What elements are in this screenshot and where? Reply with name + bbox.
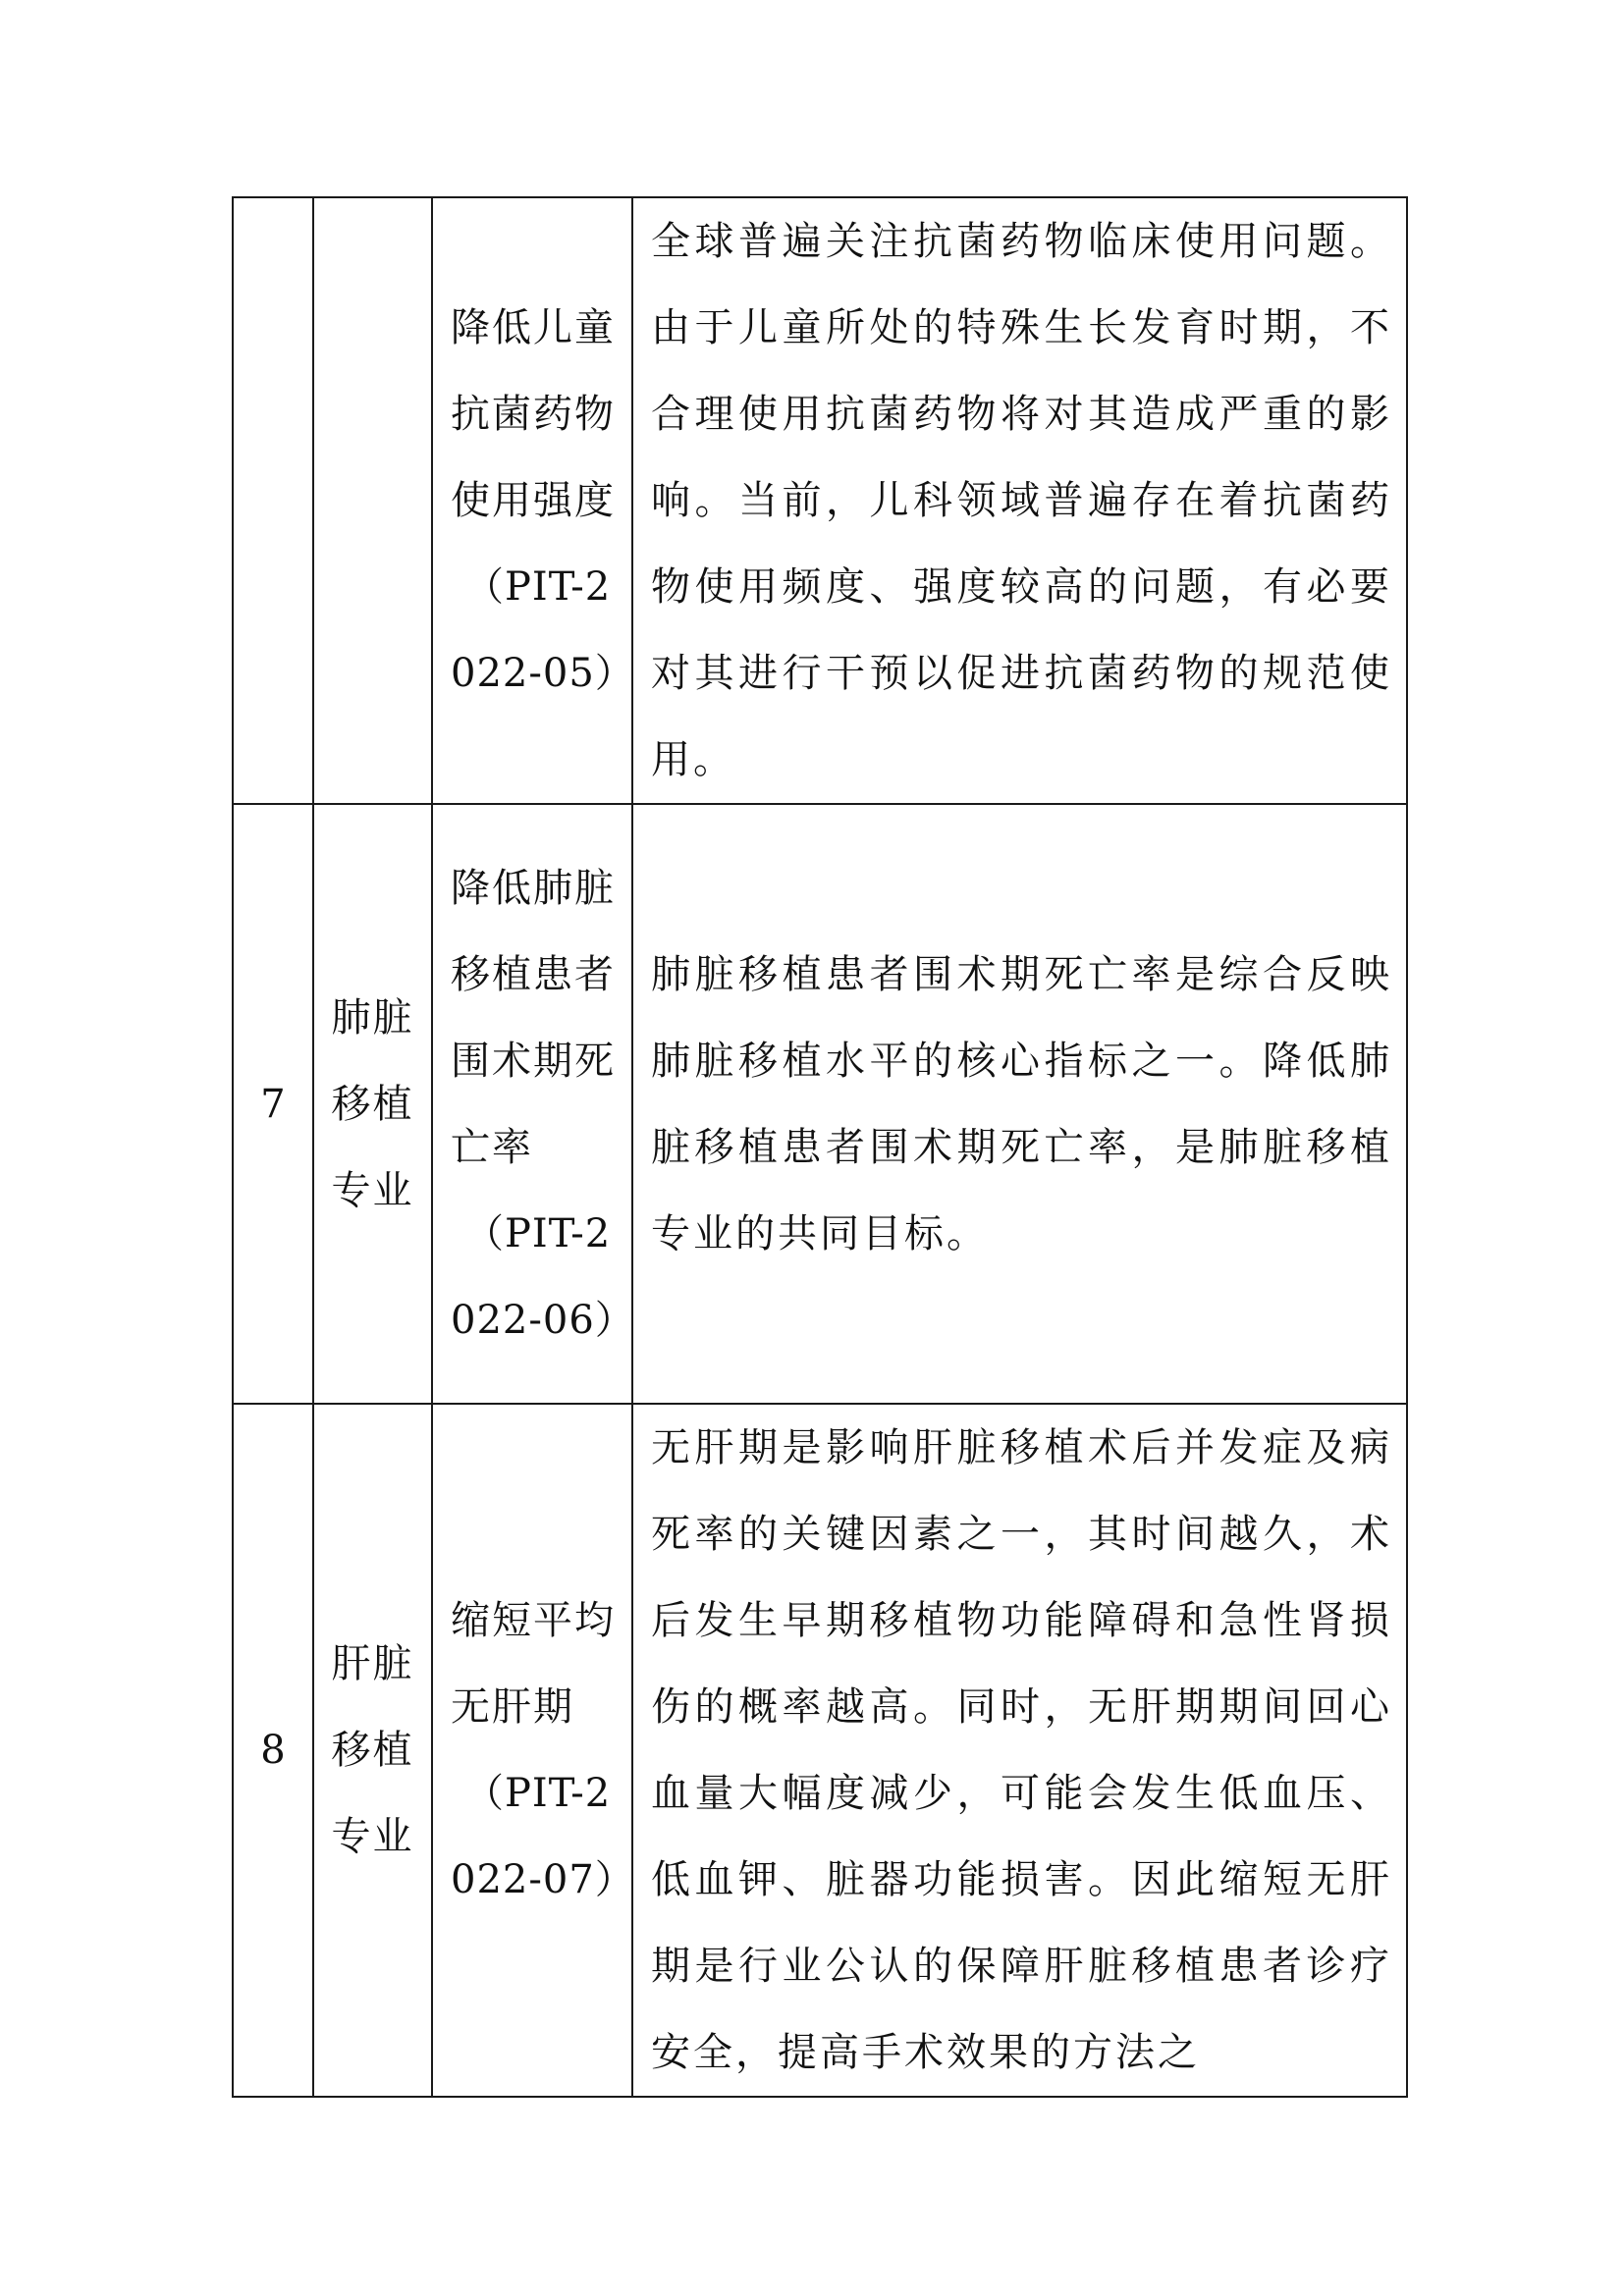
specialty-cell <box>313 1404 432 2097</box>
goal-cell <box>432 1404 635 2097</box>
goal-code: （PIT-2022-06） <box>451 1210 635 1343</box>
row-number <box>233 197 313 804</box>
targets-table <box>232 196 1408 2098</box>
goal-cell <box>432 804 635 1404</box>
goal-text: 缩短平均无肝期 <box>451 1598 616 1730</box>
table-row <box>233 804 1407 1404</box>
goal-text: 降低儿童抗菌药物使用强度 <box>451 305 616 523</box>
description-cell: 肺脏移植患者围术期死亡率是综合反映肺脏移植水平的核心指标之一。降低肺脏移植患者围术期死亡率，是肺脏移植专业的共同目标。 <box>632 804 1407 1404</box>
description-cell: 无肝期是影响肝脏移植术后并发症及病死率的关键因素之一，其时间越久，术后发生早期移植物功能障碍和急性肾损伤的概率越高。同时，无肝期期间回心血量大幅度减少，可能会发生低血压、低血钾、脏器功能损害。因此缩短无肝期是行业公认的保障肝脏移植患者诊疗安全，提高手术效果的方法之 <box>632 1404 1407 2097</box>
specialty-cell <box>313 804 432 1404</box>
goal-cell <box>432 197 635 804</box>
goal-code: （PIT-2022-05） <box>451 564 635 696</box>
description-cell: 全球普遍关注抗菌药物临床使用问题。由于儿童所处的特殊生长发育时期，不合理使用抗菌药物将对其造成严重的影响。当前，儿科领域普遍存在着抗菌药物使用频度、强度较高的问题，有必要对其进行干预以促进抗菌药物的规范使用。 <box>632 197 1407 804</box>
row-number: 7 <box>233 804 313 1404</box>
goal-text: 降低肺脏移植患者围术期死亡率 <box>451 865 616 1170</box>
specialty-text: 肝脏移植专业 <box>331 1641 414 1859</box>
specialty-cell <box>313 197 432 804</box>
table-row <box>233 197 1407 804</box>
row-number: 8 <box>233 1404 313 2097</box>
goal-code: （PIT-2022-07） <box>451 1771 635 1902</box>
specialty-text: 肺脏移植专业 <box>331 994 414 1213</box>
table-row <box>233 1404 1407 2097</box>
